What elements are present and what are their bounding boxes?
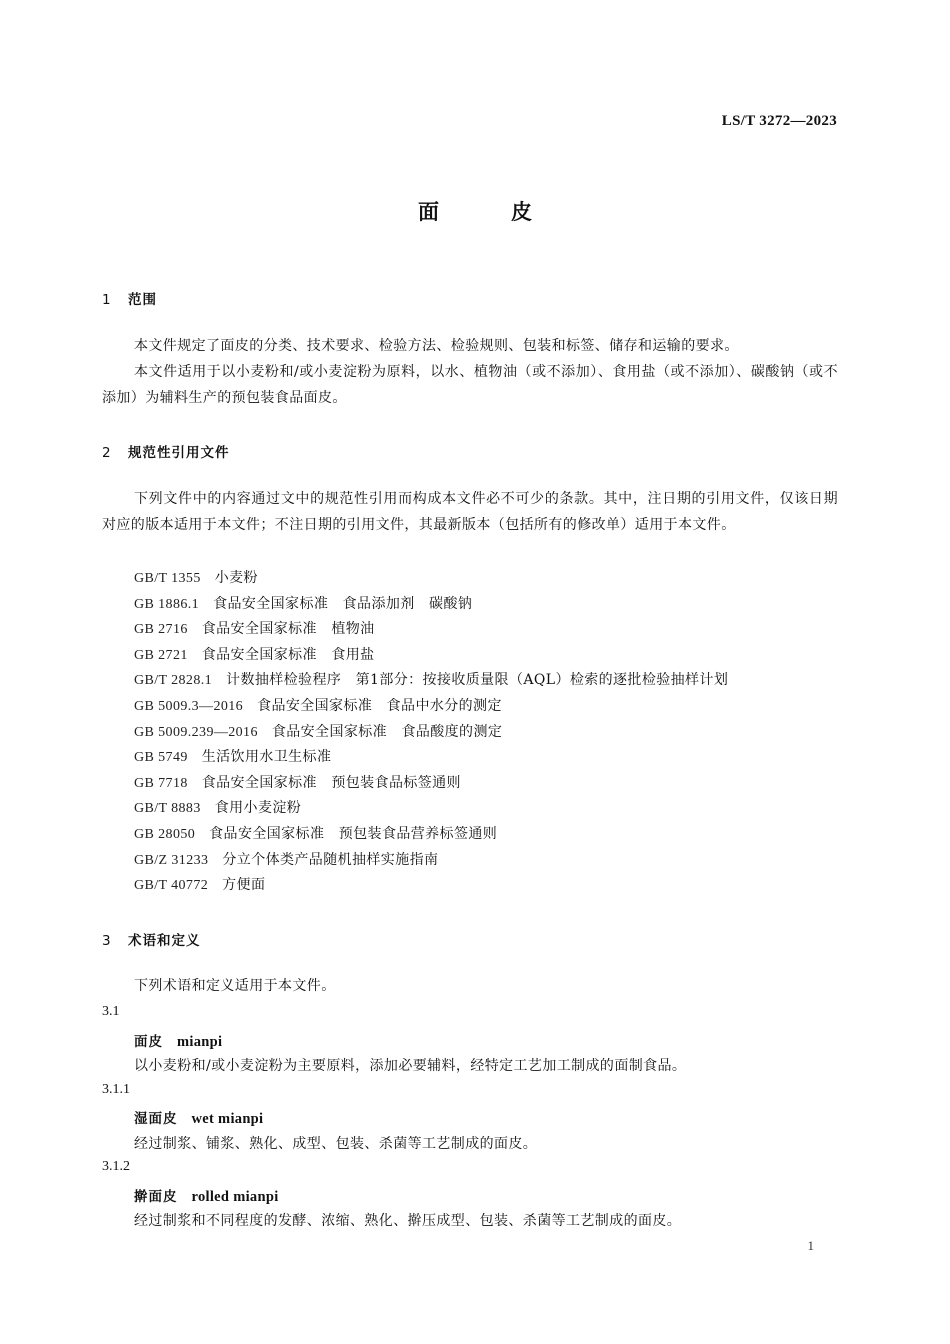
reference-name: 食品安全国家标准 植物油 bbox=[201, 621, 375, 637]
reference-code: GB/Z 31233 bbox=[134, 853, 209, 868]
section-3-intro: 下列术语和定义适用于本文件。 bbox=[134, 978, 336, 994]
reference-code: GB/T 8883 bbox=[134, 801, 201, 816]
section-1-paragraph-1: 本文件规定了面皮的分类、技术要求、检验方法、检验规则、包装和标签、储存和运输的要求。 bbox=[134, 338, 739, 354]
term-heading bbox=[134, 1107, 263, 1128]
section-3-heading bbox=[102, 929, 201, 949]
reference-code: GB/T 40772 bbox=[134, 878, 209, 893]
section-number: 2 bbox=[102, 445, 112, 461]
section-title: 术语和定义 bbox=[128, 933, 201, 949]
reference-item bbox=[134, 799, 301, 818]
term-chinese: 湿面皮 bbox=[134, 1111, 178, 1127]
term-english: wet mianpi bbox=[191, 1111, 264, 1127]
section-2-heading bbox=[102, 441, 230, 461]
term-definition: 以小麦粉和/或小麦淀粉为主要原料，添加必要辅料，经特定工艺加工制成的面制食品。 bbox=[134, 1058, 687, 1074]
reference-name: 食品安全国家标准 食品添加剂 碳酸钠 bbox=[213, 596, 473, 612]
reference-name: 食品安全国家标准 食用盐 bbox=[201, 647, 375, 663]
reference-code: GB 5009.239—2016 bbox=[134, 725, 258, 740]
reference-code: GB/T 1355 bbox=[134, 571, 201, 586]
reference-code: GB 2721 bbox=[134, 648, 188, 663]
reference-name: 食品安全国家标准 预包装食品标签通则 bbox=[201, 775, 461, 791]
section-1-heading bbox=[102, 288, 157, 308]
term-chinese: 面皮 bbox=[134, 1034, 163, 1050]
term-definition: 经过制浆、铺浆、熟化、成型、包装、杀菌等工艺制成的面皮。 bbox=[134, 1136, 538, 1152]
section-title: 规范性引用文件 bbox=[128, 445, 230, 461]
term-number: 3.1.1 bbox=[102, 1082, 130, 1097]
term-definition: 经过制浆和不同程度的发酵、浓缩、熟化、擀压成型、包装、杀菌等工艺制成的面皮。 bbox=[134, 1213, 682, 1229]
reference-item bbox=[134, 595, 472, 614]
reference-name: 食用小麦淀粉 bbox=[214, 800, 302, 816]
reference-code: GB 2716 bbox=[134, 622, 188, 637]
reference-item bbox=[134, 825, 497, 844]
section-number: 3 bbox=[102, 933, 112, 949]
term-english: rolled mianpi bbox=[191, 1189, 279, 1205]
reference-name: 食品安全国家标准 预包装食品营养标签通则 bbox=[209, 826, 498, 842]
reference-name: 方便面 bbox=[222, 877, 266, 893]
term-heading bbox=[134, 1030, 222, 1051]
section-1-paragraph-2: 本文件适用于以小麦粉和/或小麦淀粉为原料，以水、植物油（或不添加）、食用盐（或不添加）、碳酸钠（或不添加）为辅料生产的预包装食品面皮。 bbox=[102, 364, 838, 406]
reference-item bbox=[134, 851, 438, 870]
section-number: 1 bbox=[102, 292, 112, 308]
reference-item bbox=[134, 646, 375, 665]
reference-code: GB 5009.3—2016 bbox=[134, 699, 244, 714]
reference-item bbox=[134, 774, 461, 793]
term-chinese: 擀面皮 bbox=[134, 1189, 178, 1205]
reference-item bbox=[134, 671, 728, 690]
reference-name: 小麦粉 bbox=[214, 570, 258, 586]
reference-name: 食品安全国家标准 食品酸度的测定 bbox=[271, 724, 503, 740]
document-title: 面皮 bbox=[418, 200, 604, 224]
document-code: LS/T 3272—2023 bbox=[721, 113, 837, 129]
reference-code: GB/T 2828.1 bbox=[134, 673, 213, 688]
reference-code: GB 5749 bbox=[134, 750, 188, 765]
term-english: mianpi bbox=[177, 1034, 223, 1050]
section-title: 范围 bbox=[128, 292, 157, 308]
reference-item bbox=[134, 697, 502, 716]
reference-name: 计数抽样检验程序 第1部分：按接收质量限（AQL）检索的逐批检验抽样计划 bbox=[226, 672, 729, 688]
reference-item bbox=[134, 748, 331, 767]
reference-item bbox=[134, 620, 375, 639]
term-number: 3.1 bbox=[102, 1004, 120, 1019]
reference-name: 分立个体类产品随机抽样实施指南 bbox=[222, 852, 439, 868]
reference-item bbox=[134, 723, 502, 742]
page-number: 1 bbox=[807, 1238, 814, 1253]
reference-item bbox=[134, 569, 258, 588]
section-2-intro: 下列文件中的内容通过文中的规范性引用而构成本文件必不可少的条款。其中，注日期的引用文件，仅该日期对应的版本适用于本文件；不注日期的引用文件，其最新版本（包括所有的修改单）适用于本文件。 bbox=[102, 491, 838, 533]
reference-code: GB 7718 bbox=[134, 776, 188, 791]
reference-name: 食品安全国家标准 食品中水分的测定 bbox=[257, 698, 502, 714]
term-heading bbox=[134, 1185, 279, 1206]
reference-code: GB 28050 bbox=[134, 827, 196, 842]
term-number: 3.1.2 bbox=[102, 1159, 130, 1174]
reference-item bbox=[134, 876, 265, 895]
reference-name: 生活饮用水卫生标准 bbox=[201, 749, 332, 765]
reference-code: GB 1886.1 bbox=[134, 597, 200, 612]
